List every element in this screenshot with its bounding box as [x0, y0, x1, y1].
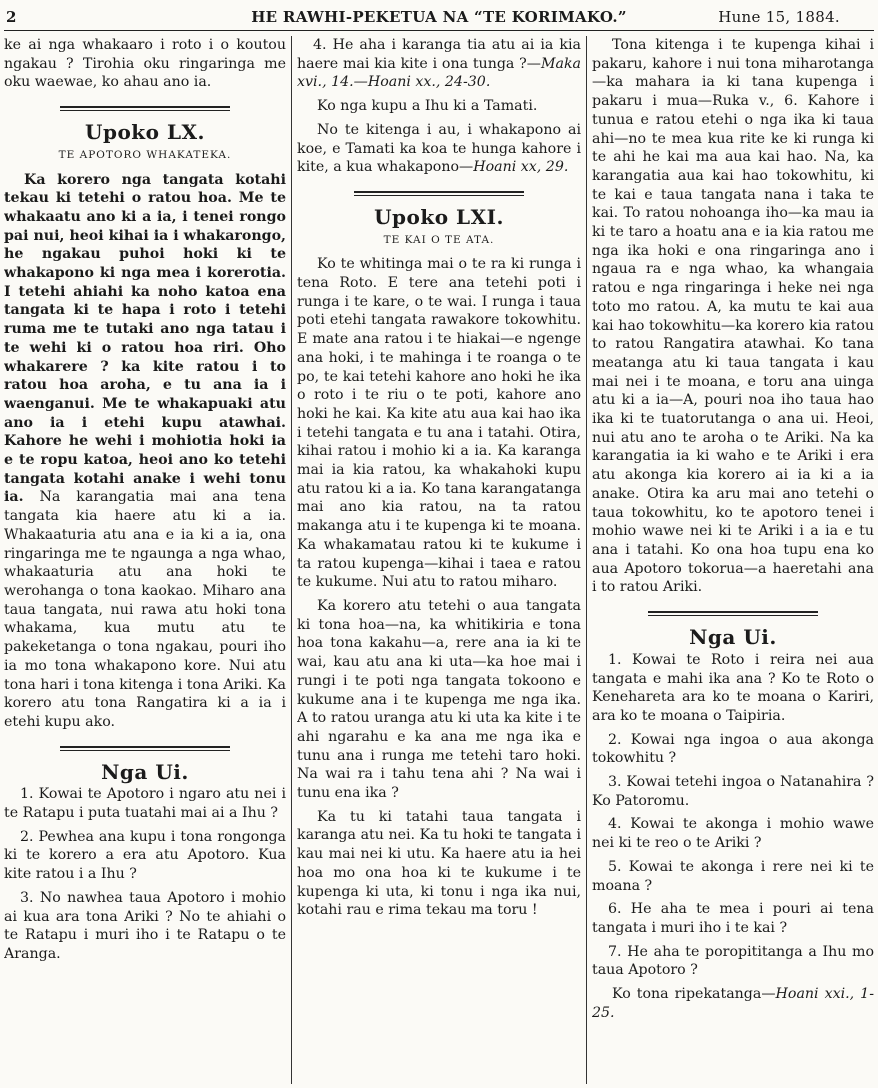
section-divider	[648, 611, 817, 616]
bold-passage: Ka korero nga tangata kotahi tekau ki tetehi o ratou hoa. Me te whakaatu ano ki a ia, i tenei rongo pai nui, heoi kihai ia i whakarongo, he ngakau puhoi hoki ki te whakapono ki nga mea i korerotia. I tetehi ahiahi ka noho katoa ena tangata ki te hapa i roto i tetehi ruma me te tutaki ano nga tatau i te wehi ki o ratou hoa riri. Oho whakarere ? ka kite ratou i to ratou hoa aroha, e tu ana ia i waenganui. Me te whakapuaki atu ano ia i etehi kupu atawhai. Kahore he wehi i mohiotia hoki ia e te ropu katoa, heoi ano ko tetehi tangata kotahi anake i wehi tonu ia.	[4, 171, 286, 506]
question-item: 3. No nawhea taua Apotoro i mohio ai kua ara tona Ariki ? No te ahiahi o te Ratapu i muri iho i te Ratapu o te Aranga.	[4, 889, 286, 962]
question-item: 1. Kowai te Roto i reira nei aua tangata e mahi ika ana ? Ko te Roto o Kenehareta ara ko te moana o Kariri, ara ko te moana o Taipiria.	[592, 651, 874, 724]
scripture-reference: Maka xvi., 14.—Hoani xx., 24-30.	[297, 55, 581, 91]
chapter-subheading: TE APOTORO WHAKATEKA.	[58, 148, 232, 161]
chapter-paragraph: Ka tu ki tatahi taua tangata i karanga atu nei. Ka tu hoki te tangata i kau mai nei ki utu. Ka haere atu ia hei hoa mo ona hoa ki te kukume i te kupenga ki uta, ki tonu i nga ika nui, kotahi rau e rima tekau ma toru !	[297, 808, 581, 919]
page-number: 2	[6, 8, 17, 26]
column-3	[592, 36, 874, 1084]
section-divider	[60, 106, 229, 111]
quote-paragraph	[297, 121, 581, 177]
newspaper-title: HE RAWHI-PEKETUA NA “TE KORIMAKO.”	[251, 8, 627, 26]
scripture-reference: Hoani xx, 29.	[473, 159, 569, 176]
question-item: 2. Kowai nga ingoa o aua akonga tokowhitu ?	[592, 731, 874, 767]
question-item: 1. Kowai te Apotoro i ngaro atu nei i te Ratapu i puta tuatahi mai ai a Ihu ?	[4, 786, 286, 822]
question-item: 3. Kowai tetehi ingoa o Natanahira ? Ko Patoromu.	[592, 774, 874, 809]
question-item: 7. He aha te poropititanga a Ihu mo taua Apotoro ?	[592, 943, 874, 979]
chapter-heading: Upoko LX.	[85, 120, 205, 145]
chapter-subheading: TE KAI O TE ATA.	[383, 233, 495, 246]
column-2	[297, 36, 581, 1084]
column-1	[4, 36, 286, 1084]
reading-reference	[592, 985, 874, 1022]
continued-text: ke ai nga whakaaro i roto i o koutou ngakau ? Tirohia oku ringaringa me oku waewae, ko ahau ano ia.	[4, 37, 286, 91]
page-header	[4, 4, 874, 31]
question-text: 4. He aha i karanga tia atu ai ia kia haere mai kia kite i ona tunga ?—	[297, 37, 581, 72]
reading-text: Ko tona ripekatanga—	[612, 986, 776, 1003]
passage-continuation: Na karangatia mai ana tena tangata kia haere atu ki a ia. Whakaaturia atu ana e ia ki a ia, ona ringaringa me te ngaunga a nga whao, whakaaturia atu ana hoki te werohanga o tona kaokao. Miharo ana taua tangata, nui rawa atu hoki tona whakama, kua mutu atu te pakeketanga o tona ngakau, pouri iho ia mo tona whakapono kore. Nui atu tona hari i tona kitenga i tona Ariki. Ka korero atu tona Rangatira ki a ia i etehi kupu ako.	[4, 489, 286, 730]
scripture-reference: Hoani xxi., 1-25.	[592, 986, 874, 1021]
section-divider	[60, 746, 229, 751]
chapter-heading: Upoko LXI.	[374, 204, 504, 229]
chapter-paragraph: Ko te whitinga mai o te ra ki runga i tena Roto. E tere ana tetehi poti i runga i te kare, o te wai. I runga i taua poti etehi tangata rawakore tokowhitu. E mate ana ratou i te hiakai—e ngenge ana hoki, i te mahinga i te roanga o te po, te kai tetehi kahore ano hoki he ika o roto i te riu o te poti, kahore ano hoki he kai. Ka kite atu aua kai hao ika i tetehi tangata e tu ana i tatahi. Otira, kihai ratou i mohio ki a ia. Ka karanga mai ia kia ratou, ka whakahoki kupu atu ratou ki a ia. Ko tana karangatanga mai ano kia ratou, na ta ratou makanga atu i te kupenga ki te moana. Ka whakamatau ratou ki te kukume i ta ratou kupenga—kihai i taea e ratou te kukume. Nui atu to ratou miharo.	[297, 256, 581, 591]
quote-intro: Ko nga kupu a Ihu ki a Tamati.	[317, 98, 538, 115]
quote-text: No te kitenga i au, i whakapono ai koe, e Tamati ka koa te hunga kahore i kite, a kua whakapono—	[297, 121, 581, 176]
chapter-paragraph: Tona kitenga i te kupenga kihai i pakaru, kahore i nui tona miharotanga—ka mahara ia ki tana kupenga i pakaru i mua—Ruka v., 6. Kahore i tunua e ratou etehi o nga ika ki taua ahi—no te mea kua rite ke ki runga ki te ahi he kai ma aua kai hao. Na, ka karangatia aua kai hao tokowhitu, ki te kai e taua tangata nana i taka te kai. To ratou nohoanga iho—ka mau ia ki te taro a hoatu ana e ia kia ratou me nga ika hoki e ona ringaringa ano i ngaua ra e nga whao, ka whangaia ratou e nga ringaringa i heke nei nga toto mo ratou. A, ka mutu te kai aua kai hao tokowhitu—ka korero kia ratou to ratou Rangatira atawhai. Ko tana meatanga atu ki taua tangata i kau mai nei i te moana, e toru ana uinga atu ki a ia—A, pouri noa iho taua hao ika ki te tuatorutanga o ana ui. Heoi, nui atu ano te aroha o te Ariki. Na ka karangatia ia ki waho e te Ariki i era atu akonga kia korero ai ia ki a ia anake. Otira ka aru mai ano tetehi o taua tokowhitu, ko te apotoro tenei i mohio wawe nei ki te Ariki i a ia e tu ana i tatahi. Ko ona hoa tupu ena ko aua Apotoro tokorua—a haeretahi ana i to ratou Ariki.	[592, 37, 874, 596]
questions-heading: Nga Ui.	[101, 759, 189, 784]
question-item: 2. Pewhea ana kupu i tona rongonga ki te korero a era atu Apotoro. Kua kite ratou i a Ihu ?	[4, 828, 286, 883]
question-item	[297, 36, 581, 92]
column-divider	[291, 36, 292, 1084]
question-item: 5. Kowai te akonga i rere nei ki te moana ?	[592, 858, 874, 894]
chapter-paragraph: Ka korero atu tetehi o aua tangata ki tona hoa—na, ka whitikiria e tona hoa tona kakahu—a, rere ana ia ki te wai, kau atu ana ki uta—ka hoe mai i rungi i te poti nga tangata tokoono e kukume ana i te kupenga me nga ika. A to ratou uranga atu ki uta ka kite i te ahi ngarahu e ka ana me nga ika e tunu ana i runga me tetehi taro hoki. Na wai ra i tahu tena ahi ? Na wai i tunu ena ika ?	[297, 597, 581, 802]
section-divider	[354, 191, 524, 196]
questions-heading: Nga Ui.	[689, 625, 777, 650]
question-item: 6. He aha te mea i pouri ai tena tangata i muri iho i te kai ?	[592, 901, 874, 936]
column-divider	[586, 36, 587, 1084]
chapter-paragraph	[4, 171, 286, 732]
issue-date: Hune 15, 1884.	[718, 8, 840, 26]
question-item: 4. Kowai te akonga i mohio wawe nei ki te reo o te Ariki ?	[592, 816, 874, 852]
